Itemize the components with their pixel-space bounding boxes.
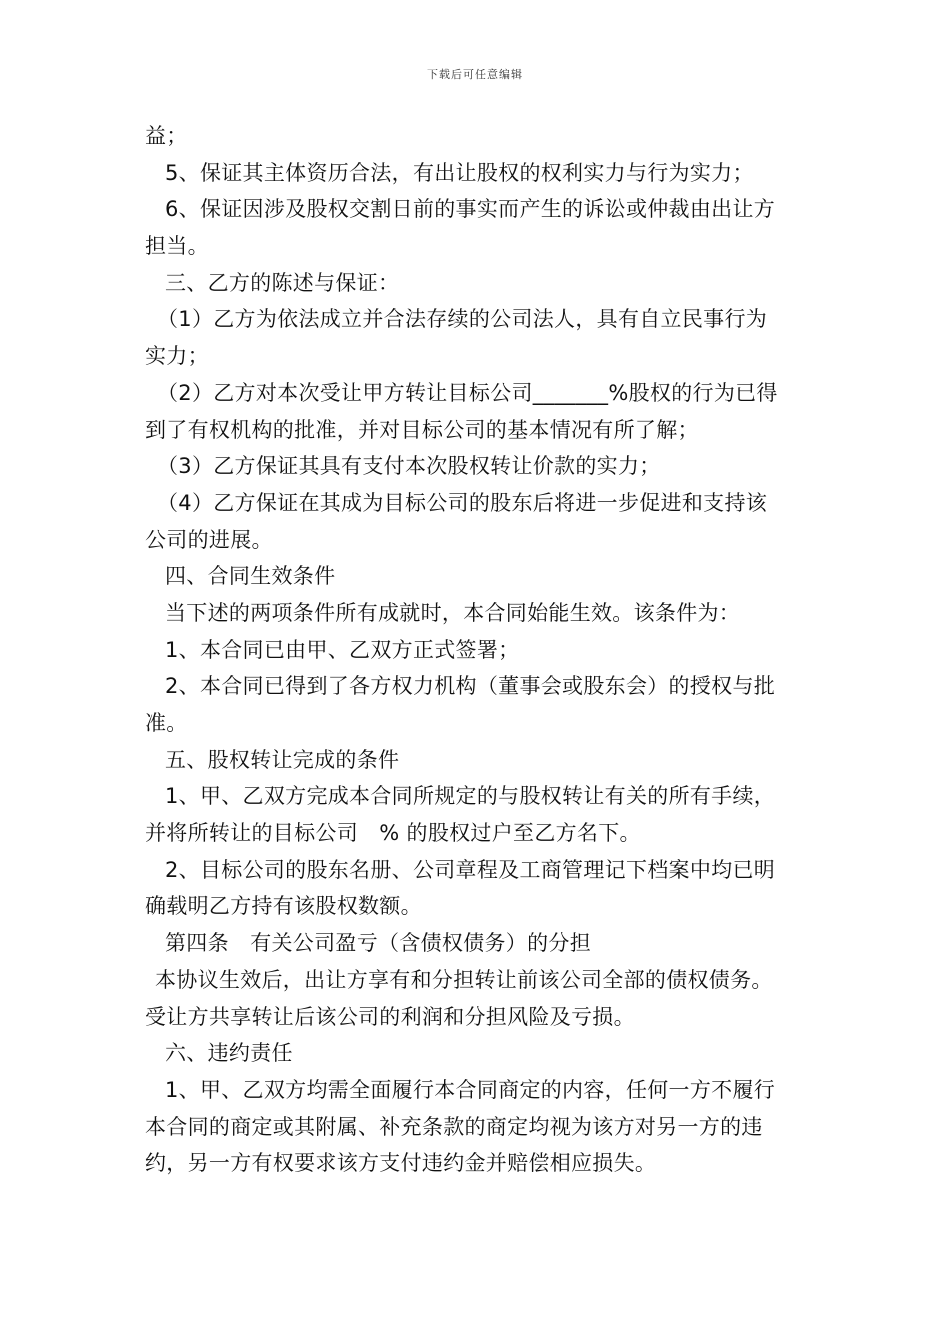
paragraph-line: 受让方共享转让后该公司的利润和分担风险及亏损。 xyxy=(145,1004,635,1029)
paragraph-line: 实力； xyxy=(145,344,209,369)
paragraph-line: （4）乙方保证在其成为目标公司的股东后将进一步促进和支持该 xyxy=(157,490,768,515)
paragraph-line: （2）乙方对本次受让甲方转让目标公司_______%股权的行为已得 xyxy=(157,380,778,405)
section-heading: 四、合同生效条件 xyxy=(165,564,336,589)
paragraph-line: 确载明乙方持有该股权数额。 xyxy=(145,894,422,919)
paragraph-line: 1、甲、乙双方完成本合同所规定的与股权转让有关的所有手续， xyxy=(165,784,776,809)
paragraph-line: 担当。 xyxy=(145,234,209,259)
paragraph-line: （1）乙方为依法成立并合法存续的公司法人，具有自立民事行为 xyxy=(157,307,768,332)
section-heading: 六、违约责任 xyxy=(165,1041,293,1066)
paragraph-line: 公司的进展。 xyxy=(145,527,273,552)
paragraph-line: 2、目标公司的股东名册、公司章程及工商管理记下档案中均已明 xyxy=(165,857,776,882)
section-heading: 三、乙方的陈述与保证： xyxy=(165,270,400,295)
paragraph-line: 6、保证因涉及股权交割日前的事实而产生的诉讼或仲裁由出让方 xyxy=(165,197,776,222)
paragraph-line: 本合同的商定或其附属、补充条款的商定均视为该方对另一方的违 xyxy=(145,1114,763,1139)
paragraph-line: 本协议生效后，出让方享有和分担转让前该公司全部的债权债务。 xyxy=(155,967,773,992)
paragraph-line: 约，另一方有权要求该方支付违约金并赔偿相应损失。 xyxy=(145,1151,657,1176)
section-heading: 第四条 有关公司盈亏（含债权债务）的分担 xyxy=(165,931,591,956)
paragraph-line: 2、本合同已得到了各方权力机构（董事会或股东会）的授权与批 xyxy=(165,674,776,699)
paragraph-line: 益； xyxy=(145,124,188,148)
paragraph-line: 准。 xyxy=(145,711,188,735)
paragraph-line: （3）乙方保证其具有支付本次股权转让价款的实力； xyxy=(157,454,661,479)
document-body xyxy=(145,118,815,1182)
paragraph-line: 并将所转让的目标公司 % 的股权过户至乙方名下。 xyxy=(145,821,641,846)
page-header: 下载后可任意编辑 xyxy=(427,68,523,81)
paragraph-line: 5、保证其主体资历合法，有出让股权的权利实力与行为实力； xyxy=(165,160,754,185)
paragraph-line: 当下述的两项条件所有成就时，本合同始能生效。该条件为： xyxy=(165,600,741,625)
paragraph-line: 1、本合同已由甲、乙双方正式签署； xyxy=(165,637,520,662)
paragraph-line: 1、甲、乙双方均需全面履行本合同商定的内容，任何一方不履行 xyxy=(165,1077,776,1102)
section-heading: 五、股权转让完成的条件 xyxy=(165,747,400,772)
paragraph-line: 到了有权机构的批准，并对目标公司的基本情况有所了解； xyxy=(145,417,699,442)
